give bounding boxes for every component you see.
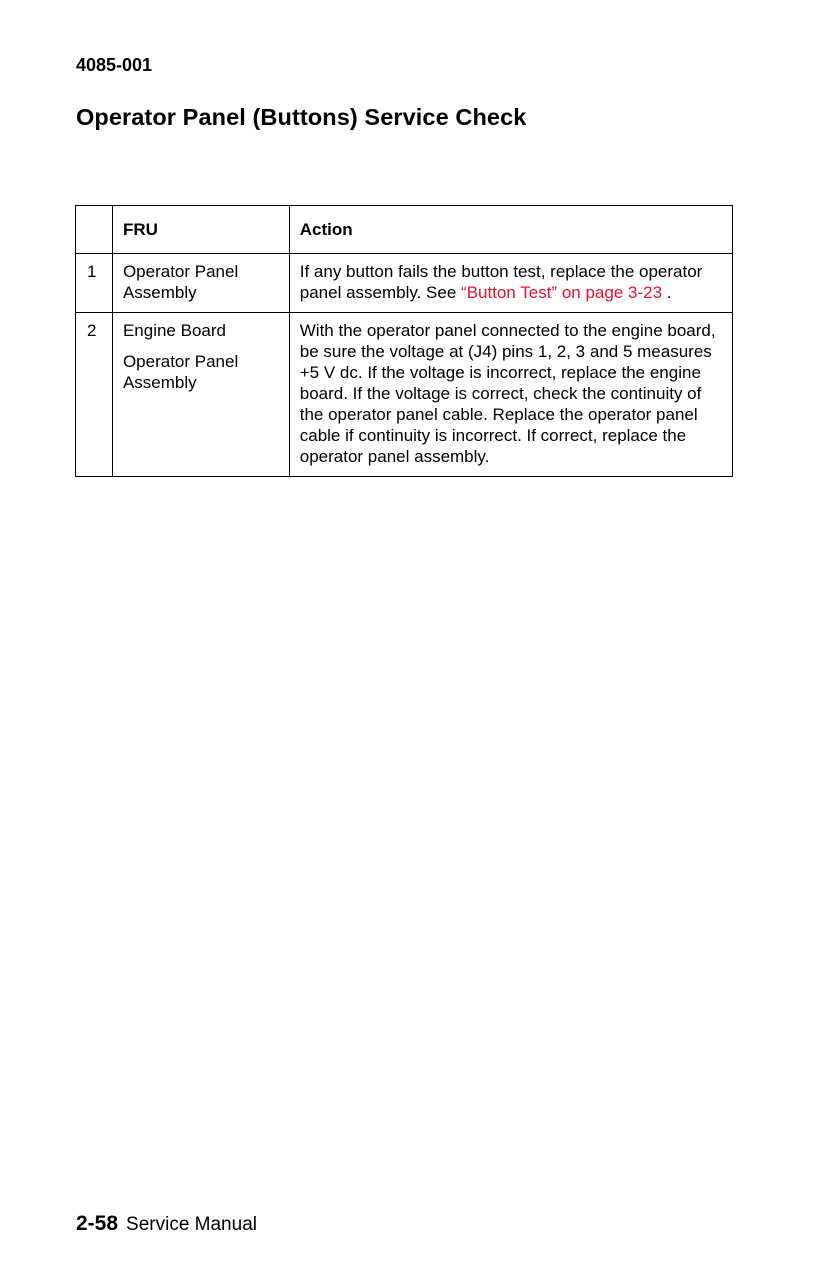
- fru-name: Engine Board: [122, 321, 226, 340]
- page-footer: [76, 1212, 257, 1236]
- step-number: 2: [76, 313, 113, 477]
- fru-cell: [112, 313, 289, 477]
- fru-action-table: [75, 205, 733, 477]
- fru-name: Operator Panel Assembly: [122, 352, 239, 392]
- page-title: Operator Panel (Buttons) Service Check: [76, 104, 527, 130]
- header-step: [76, 206, 113, 254]
- document-id: 4085-001: [76, 55, 153, 75]
- manual-name: Service Manual: [126, 1214, 257, 1235]
- action-text: If any button fails the button test, replace the operator panel assembly. See: [299, 262, 703, 302]
- table-row: [76, 313, 733, 477]
- fru-name: Operator Panel Assembly: [122, 262, 239, 302]
- action-cell: [289, 313, 732, 477]
- header-fru: FRU: [112, 206, 289, 254]
- button-test-link[interactable]: “Button Test” on page 3-23: [461, 283, 663, 302]
- action-text: With the operator panel connected to the engine board, be sure the voltage at (J4) pins 1, 2, 3 and 5 measures +5 V dc. If the voltage is incorrect, replace the engine board. If the voltage is correct, check the continuity of the operator panel cable. Replace the operator panel cable if continuity is incorrect. If correct, replace the operator panel assembly.: [299, 321, 716, 466]
- page-number: 2-58: [76, 1212, 119, 1235]
- fru-cell: [112, 254, 289, 313]
- table-header-row: [76, 206, 733, 254]
- header-action: Action: [289, 206, 732, 254]
- action-text-end: .: [662, 283, 672, 302]
- table-row: [76, 254, 733, 313]
- step-number: 1: [76, 254, 113, 313]
- action-cell: [289, 254, 732, 313]
